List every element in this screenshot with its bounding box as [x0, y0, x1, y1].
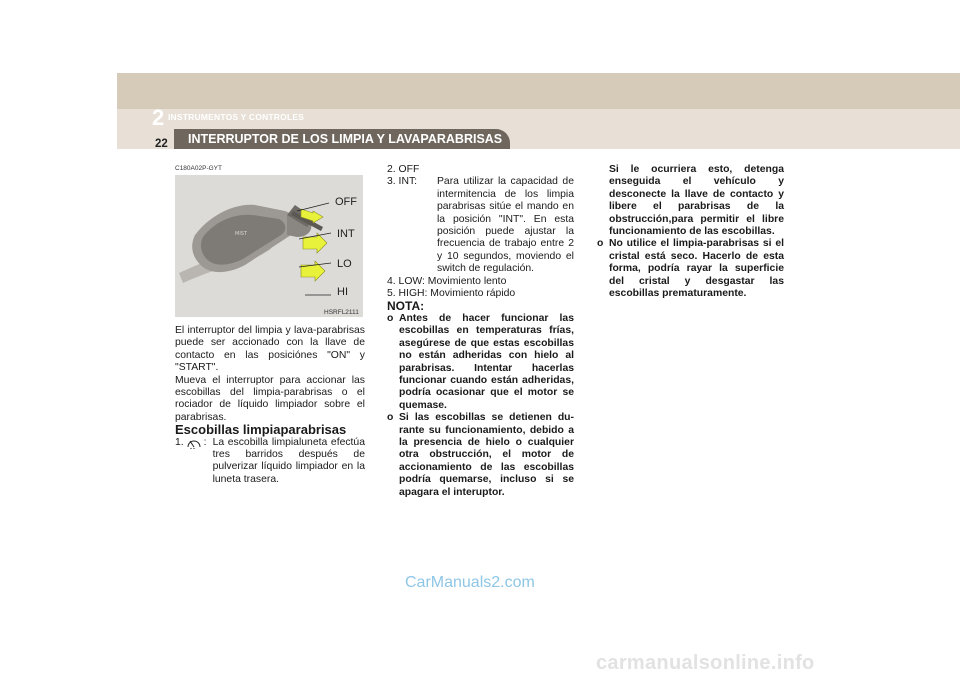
list-item-3	[387, 176, 574, 275]
item-1-text: La escobilla limpialuneta efectúa tres barridos después de pulverizar líquido limpiador en la luneta trasera.	[212, 436, 365, 485]
column-2	[387, 164, 574, 499]
item-1-number: 1.	[175, 436, 184, 448]
figure-code-bottom: HSRFL2111	[324, 309, 359, 316]
list-item-4: 4. LOW: Movimiento lento	[387, 275, 507, 287]
nota-item-2	[387, 412, 574, 499]
list-item-5: 5. HIGH: Movimiento rápido	[387, 288, 516, 300]
column-3	[597, 164, 784, 300]
nota-bullet-2: o	[387, 412, 394, 424]
svg-text:MIST: MIST	[235, 231, 248, 237]
nota-bullet-1: o	[387, 312, 394, 324]
figure-code-top: C180A02P-GYT	[175, 165, 222, 172]
nota-text-3: No utilice el limpia-parabrisas si el cristal está seco. Hacerlo de esta forma, podría rayar la superficie del cristal y desgastar las escobillas prematuramente.	[609, 238, 784, 300]
nota-continuation: Si le ocurriera esto, detenga enseguida el vehículo y desconecte la llave de contacto y libere el parabrisas de la obstrucción,para permitir el libre funcionamiento de las escobillas.	[609, 164, 784, 238]
chapter-title: INSTRUMENTOS Y CONTROLES	[168, 112, 305, 122]
nota-title: NOTA:	[387, 299, 425, 314]
item-1-separator: :	[203, 436, 207, 448]
label-off: OFF	[335, 196, 357, 208]
page-number: 22	[155, 138, 168, 150]
item-3-label: 3. INT:	[387, 176, 418, 188]
rear-wiper-icon	[184, 437, 204, 487]
list-item-1	[175, 437, 365, 487]
nota-bullet-3: o	[597, 238, 604, 250]
wiper-heading: Escobillas limpiaparabrisas	[175, 422, 347, 438]
section-title: INTERRUPTOR DE LOS LIMPIA Y LAVAPARABRISAS	[174, 129, 510, 149]
nota-item-3	[597, 238, 784, 300]
label-int: INT	[337, 228, 355, 240]
header-band-top	[117, 73, 960, 109]
label-lo: LO	[337, 258, 352, 270]
chapter-number: 2	[152, 105, 165, 130]
wiper-switch-figure	[175, 175, 363, 317]
label-hi: HI	[337, 286, 348, 298]
nota-item-1	[387, 313, 574, 412]
nota-text-1: Antes de hacer funcionar las escobillas en temperaturas frías, asegúrese de que estas escobillas no están adheridas con hielo al parabrisas. Intentar hacerlas funcionar cuando están adheridas, podría ocasionar que el motor se quemase.	[399, 312, 574, 411]
nota-text-2: Si las escobillas se detienen du-rante su funcionamiento, debido a la presencia de hielo o cualquier otra obstrucción, el motor de accionamiento de las escobillas podría quemarse, incluso si se apagara el interuptor.	[399, 412, 574, 498]
intro-paragraph-2: Mueva el interruptor para accionar las escobillas del limpia-parabrisas o el rociador de líquido limpiador sobre el parabrisas.	[175, 374, 365, 423]
footer-watermark: carmanualsonline.info	[596, 652, 815, 674]
watermark-link[interactable]: CarManuals2.com	[405, 574, 535, 591]
intro-paragraph: El interruptor del limpia y lava-parabrisas puede ser accionado con la llave de contacto en las posiciónes "ON" y "START".	[175, 325, 365, 374]
item-3-text: Para utilizar la capacidad de intermitencia de los limpia parabrisas sitúe el mando en la posición "INT". En esta posición puede ajustar la frecuencia de trabajo entre 2 y 10 segundos, moviendo el switch de regulación.	[437, 176, 574, 275]
list-item-2: 2. OFF	[387, 164, 420, 175]
column-1	[175, 325, 365, 486]
